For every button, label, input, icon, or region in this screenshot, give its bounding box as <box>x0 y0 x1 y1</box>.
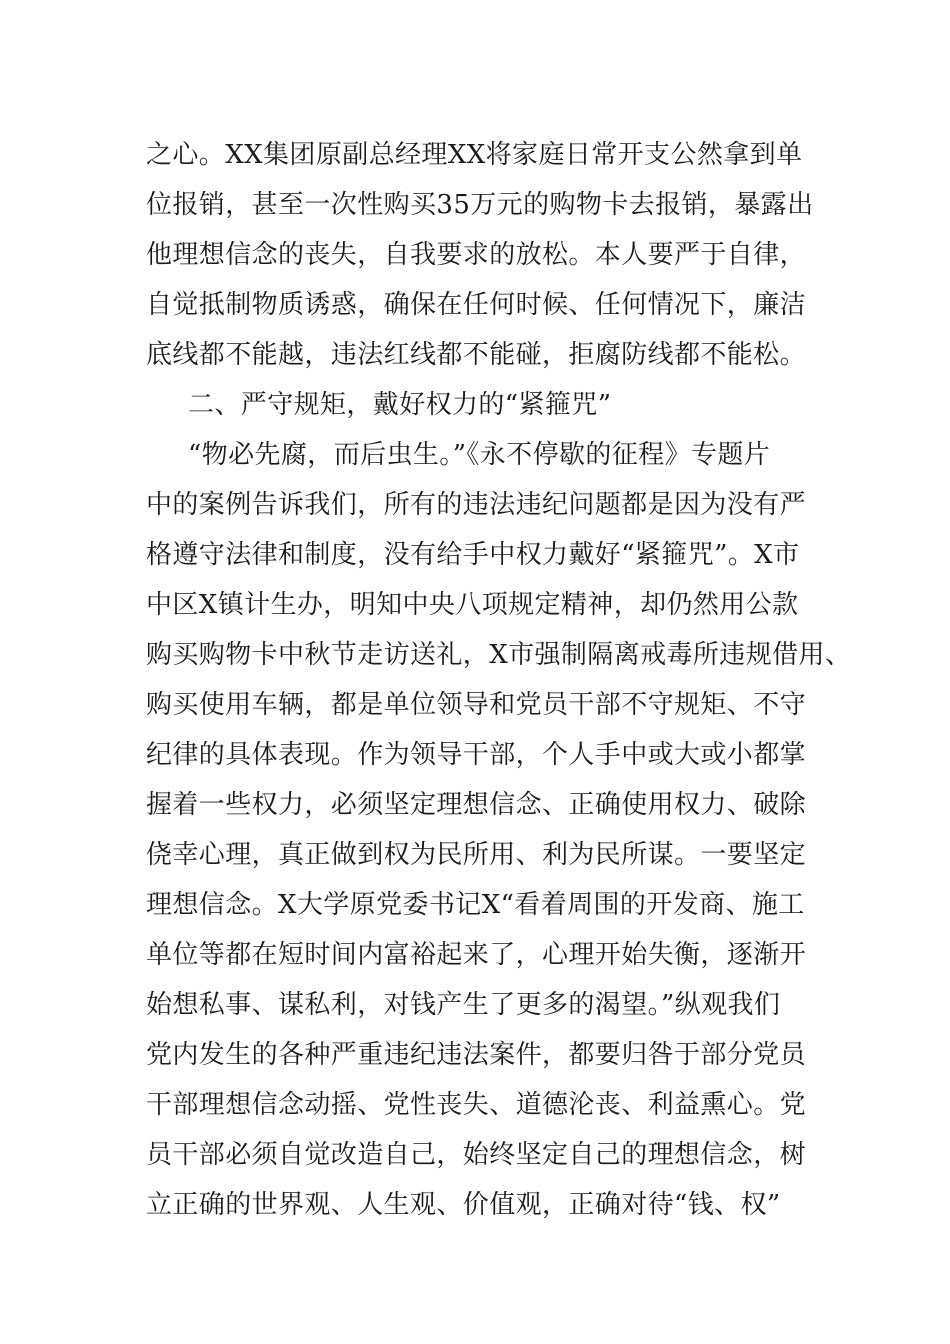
text-line: 购买购物卡中秋节走访送礼，X市强制隔离戒毒所违规借用、 <box>146 640 852 670</box>
text-line: 中区X镇计生办，明知中央八项规定精神，却仍然用公款 <box>146 590 799 620</box>
text-line: 党内发生的各种严重违纪违法案件，都要归咎于部分党员 <box>146 1040 807 1070</box>
text-line: 单位等都在短时间内富裕起来了，心理开始失衡，逐渐开 <box>146 940 807 970</box>
text-line: 握着一些权力，必须坚定理想信念、正确使用权力、破除 <box>146 790 807 820</box>
body-text <box>146 130 852 1230</box>
text-line: 中的案例告诉我们，所有的违法违纪问题都是因为没有严 <box>146 490 807 520</box>
text-line: 理想信念。X大学原党委书记X“看着周围的开发商、施工 <box>146 890 805 920</box>
text-line: 购买使用车辆，都是单位领导和党员干部不守规矩、不守 <box>146 690 807 720</box>
text-line: 位报销，甚至一次性购买35万元的购物卡去报销，暴露出 <box>146 190 814 220</box>
text-line: 立正确的世界观、人生观、价值观，正确对待“钱、权” <box>146 1190 781 1220</box>
text-line: 纪律的具体表现。作为领导干部，个人手中或大或小都掌 <box>146 740 807 770</box>
section-heading: 二、严守规矩，戴好权力的“紧箍咒” <box>188 390 612 420</box>
text-line: 员干部必须自觉改造自己，始终坚定自己的理想信念，树 <box>146 1140 807 1170</box>
text-line: 底线都不能越，违法红线都不能碰，拒腐防线都不能松。 <box>146 340 807 370</box>
text-line: 始想私事、谋私利，对钱产生了更多的渴望。”纵观我们 <box>146 990 781 1020</box>
text-line: 自觉抵制物质诱惑，确保在任何时候、任何情况下，廉洁 <box>146 290 807 320</box>
text-line: “物必先腐，而后虫生。”《永不停歇的征程》专题片 <box>188 440 771 470</box>
text-line: 他理想信念的丧失，自我要求的放松。本人要严于自律， <box>146 240 807 270</box>
text-line: 侥幸心理，真正做到权为民所用、利为民所谋。一要坚定 <box>146 840 807 870</box>
text-line: 之心。XX集团原副总经理XX将家庭日常开支公然拿到单 <box>146 140 803 170</box>
text-line: 格遵守法律和制度，没有给手中权力戴好“紧箍咒”。X市 <box>146 540 800 570</box>
text-line: 干部理想信念动摇、党性丧失、道德沦丧、利益熏心。党 <box>146 1090 807 1120</box>
